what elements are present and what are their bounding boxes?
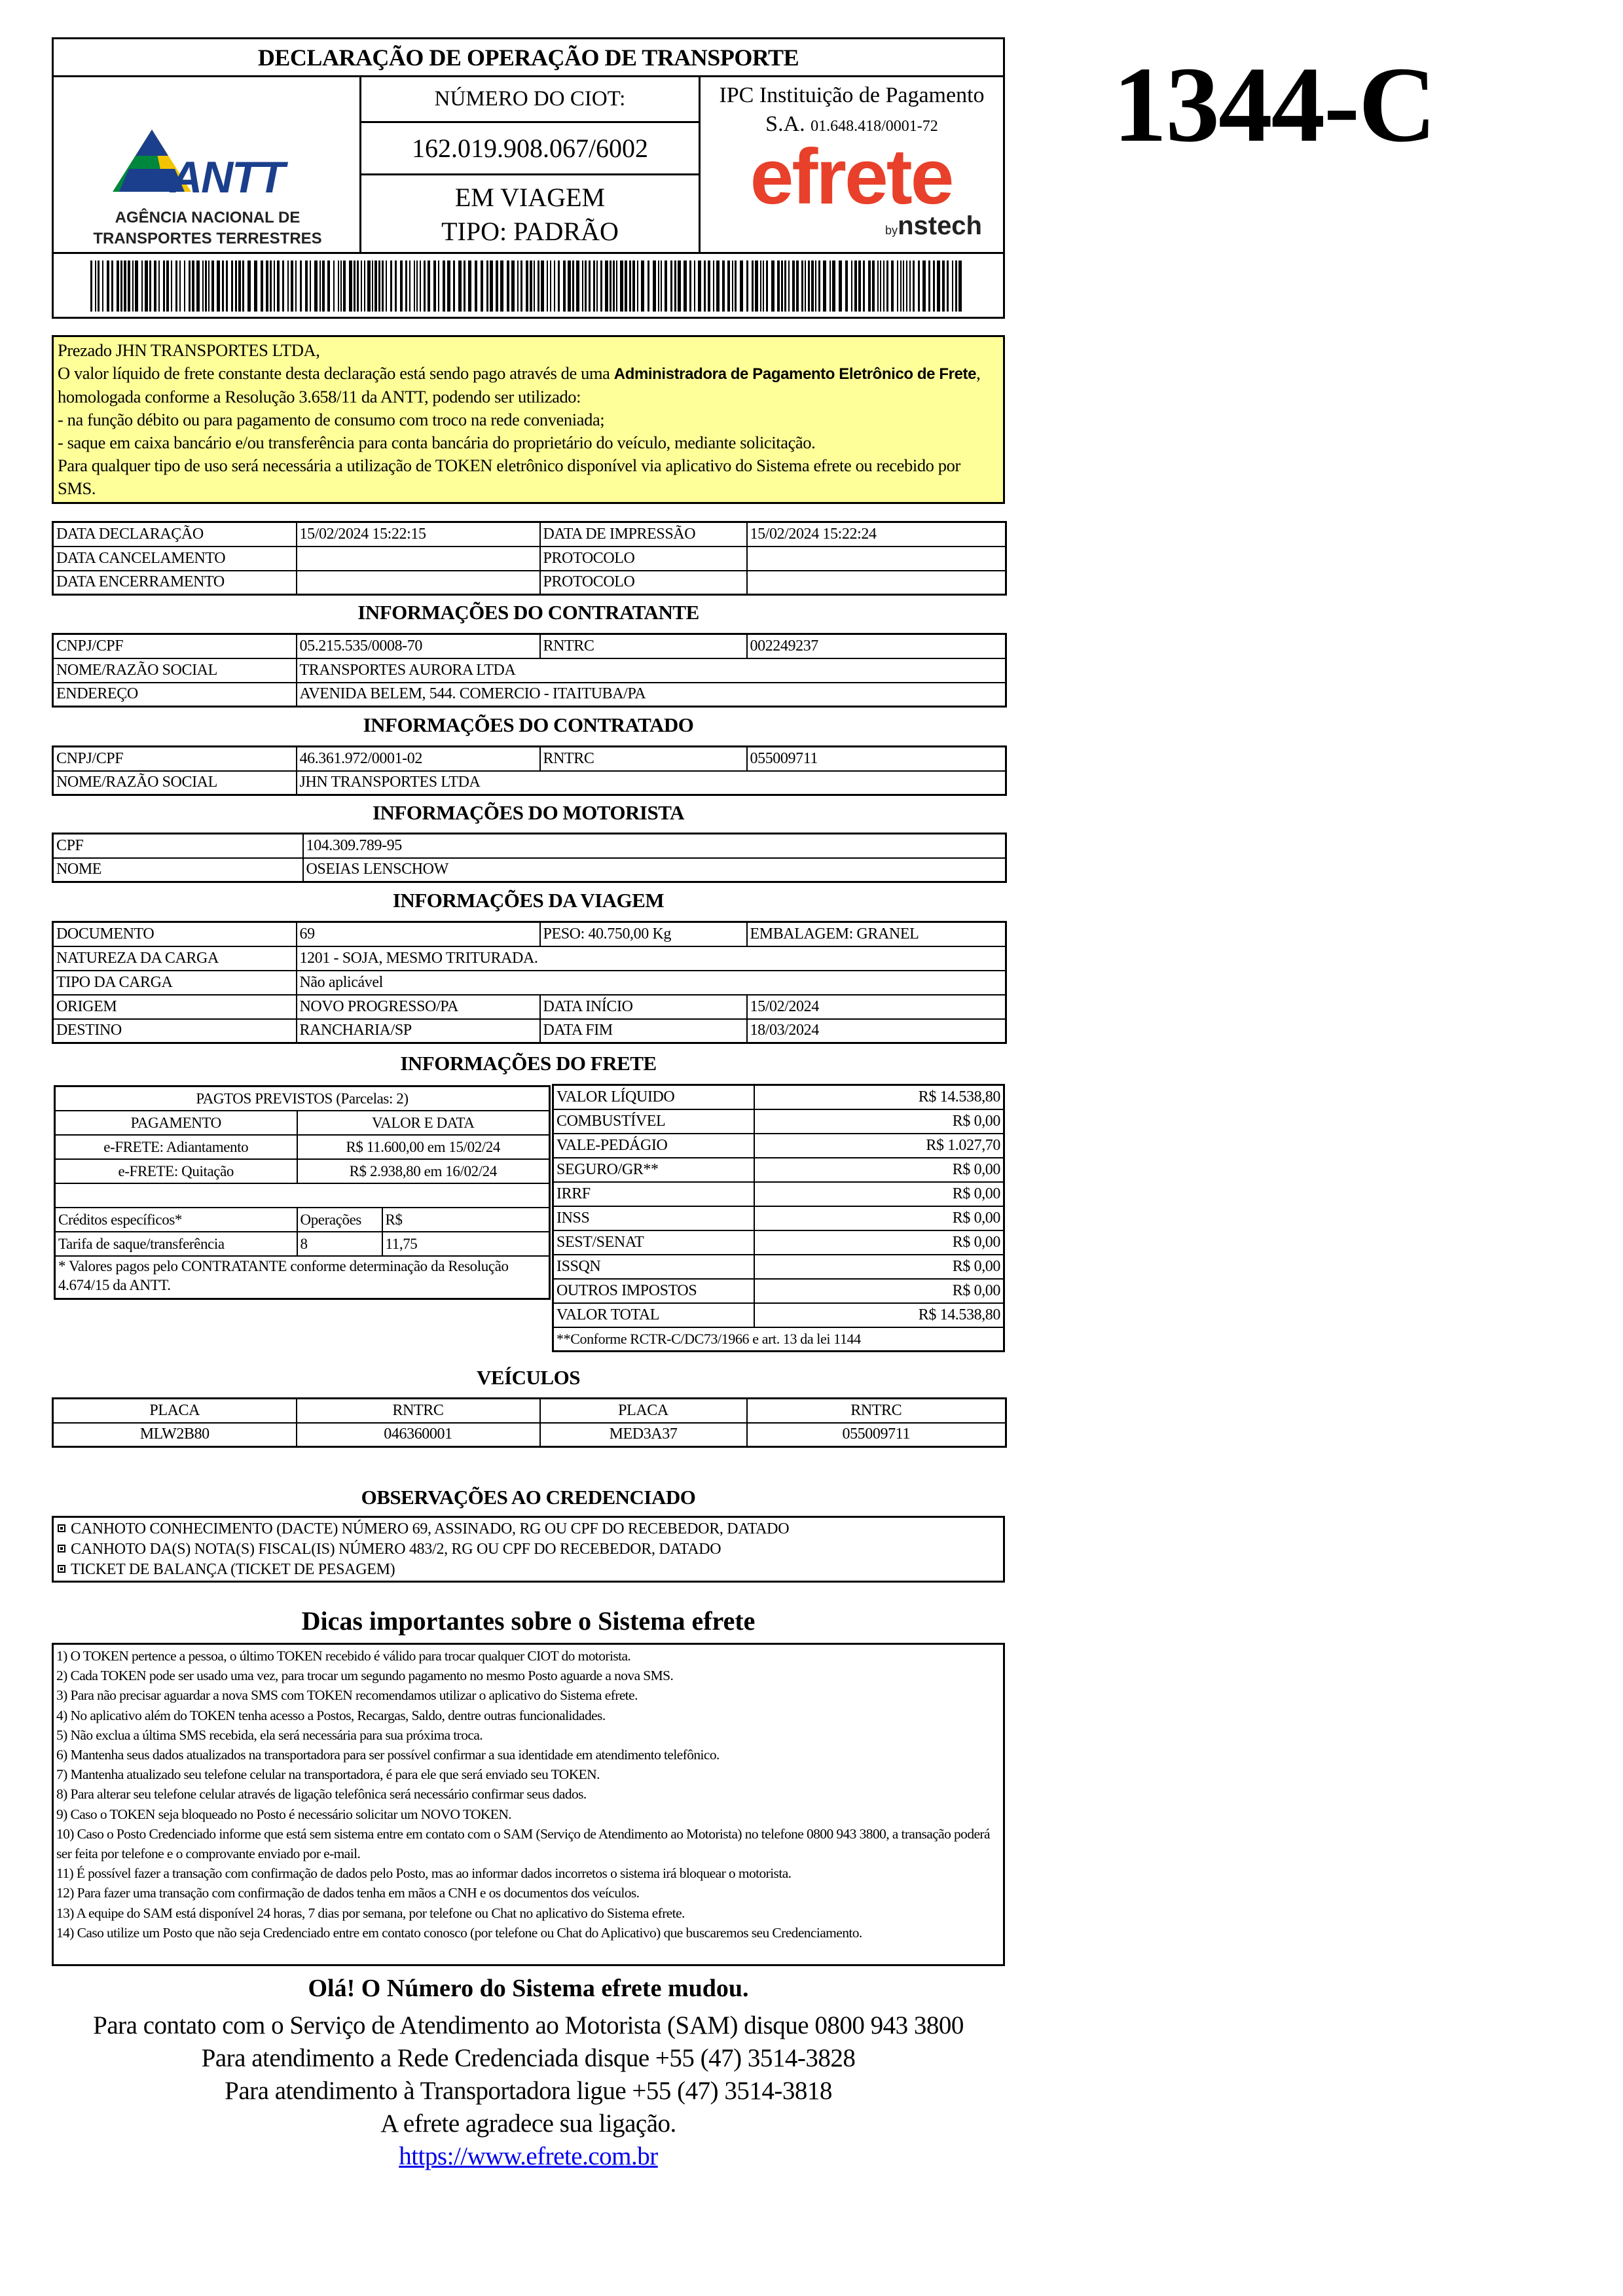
list-item: 14) Caso utilize um Posto que não seja Credenciado entre em contato conosco (por telefone ou Chat do Aplicativo) que buscaremos seu Credenciamento. — [56, 1924, 862, 1941]
table-row — [53, 1019, 1006, 1043]
table-row — [53, 571, 1006, 595]
barcode-row — [54, 252, 1003, 317]
ipc-cnpj: 01.648.418/0001-72 — [811, 118, 938, 135]
list-item: 3) Para não precisar aguardar a nova SMS com TOKEN recomendamos utilizar o aplicativo do Sistema efrete. — [56, 1687, 638, 1704]
table-row — [53, 1399, 1006, 1423]
table-row — [53, 971, 1006, 995]
contratado-title: INFORMAÇÕES DO CONTRATADO — [363, 713, 694, 736]
list-item: 1) O TOKEN pertence a pessoa, o último TOKEN recebido é válido para trocar qualquer CIOT do motorista. — [56, 1648, 631, 1664]
frete-value-label: VALOR TOTAL — [553, 1303, 754, 1327]
document-code: 1344-C — [1113, 45, 1436, 164]
frete-value-amount: R$ 0,00 — [754, 1255, 1004, 1279]
antt-logo-cell — [54, 77, 361, 252]
embalagem-value: EMBALAGEM: GRANEL — [747, 922, 1006, 946]
contratante-title: INFORMAÇÕES DO CONTRATANTE — [357, 601, 699, 624]
ipc-name: IPC Instituição de Pagamento — [719, 83, 985, 107]
parcela-tipo: e-FRETE: Adiantamento — [55, 1135, 297, 1159]
tarifa-label: Tarifa de saque/transferência — [55, 1232, 297, 1256]
frete-payments-table — [54, 1085, 551, 1300]
veiculos-table — [52, 1397, 1007, 1448]
table-row — [53, 995, 1006, 1019]
status-text: EM VIAGEM — [454, 183, 606, 212]
table-row — [53, 834, 1006, 858]
table-row — [53, 658, 1006, 683]
destino-label: DESTINO — [53, 1019, 297, 1043]
list-item: 6) Mantenha seus dados atualizados na transportadora para ser possível confirmar a sua identidade em atendimento telefônico. — [56, 1747, 720, 1763]
viagem-table — [52, 921, 1007, 1044]
pagtos-previstos: PAGTOS PREVISTOS (Parcelas: 2) — [55, 1086, 550, 1111]
parcela-tipo: e-FRETE: Quitação — [55, 1159, 297, 1183]
ipc-sa: S.A. — [765, 112, 805, 136]
table-row — [553, 1085, 1004, 1109]
antt-wordmark: ANTT — [170, 152, 284, 202]
notice-greeting: Prezado JHN TRANSPORTES LTDA, — [58, 340, 320, 360]
document-title: DECLARAÇÃO DE OPERAÇÃO DE TRANSPORTE — [54, 39, 1003, 77]
placa-header: PLACA — [540, 1399, 747, 1423]
data-encerramento-label: DATA ENCERRAMENTO — [53, 571, 297, 595]
list-item — [58, 1519, 999, 1539]
nstech-logo — [851, 211, 982, 245]
frete-value-label: SEGURO/GR** — [553, 1158, 754, 1182]
viagem-title: INFORMAÇÕES DA VIAGEM — [392, 889, 665, 912]
rntrc-header: RNTRC — [747, 1399, 1006, 1423]
declaration-header — [52, 37, 1005, 319]
table-row — [553, 1182, 1004, 1206]
table-row — [53, 547, 1006, 571]
documento-value: 69 — [297, 922, 540, 946]
table-row — [55, 1086, 550, 1111]
frete-value-amount: R$ 1.027,70 — [754, 1134, 1004, 1158]
table-row — [553, 1279, 1004, 1303]
checkbox-bullet-icon — [58, 1545, 65, 1552]
table-row — [55, 1135, 550, 1159]
data-cancelamento-value — [297, 547, 540, 571]
data-impressao-label: DATA DE IMPRESSÃO — [540, 522, 747, 547]
table-row — [55, 1256, 550, 1299]
agency-name-line2: TRANSPORTES TERRESTRES — [93, 230, 322, 247]
nome-label: NOME — [53, 858, 303, 882]
protocolo-value — [747, 547, 1006, 571]
nstech-by: by — [885, 224, 898, 237]
table-row — [53, 771, 1006, 795]
placa-value: MLW2B80 — [53, 1423, 297, 1447]
protocolo-label: PROTOCOLO — [540, 571, 747, 595]
cnpj-value: 05.215.535/0008-70 — [297, 634, 540, 658]
list-item: 12) Para fazer uma transação com confirmação de dados tenha em mãos a CNH e os documentos dos veículos. — [56, 1885, 640, 1901]
payment-notice — [52, 335, 1005, 504]
frete-value-label: ISSQN — [553, 1255, 754, 1279]
rs-label: R$ — [382, 1208, 550, 1232]
data-cancelamento-label: DATA CANCELAMENTO — [53, 547, 297, 571]
motorista-title: INFORMAÇÕES DO MOTORISTA — [372, 801, 684, 824]
list-item: 10) Caso o Posto Credenciado informe que está sem sistema entre em contato com o SAM (Serviço de Atendimento ao Motorista) no telefone 0800 943 3800, a transação poderá ser feita por telefone e o comprovante enviado por e-mail. — [56, 1825, 990, 1862]
ciot-number: 162.019.908.067/6002 — [361, 123, 699, 175]
notice-body-bold: Administradora de Pagamento Eletrônico de Frete — [613, 365, 977, 383]
protocolo-label: PROTOCOLO — [540, 547, 747, 571]
placa-header: PLACA — [53, 1399, 297, 1423]
frete-value-label: INSS — [553, 1206, 754, 1230]
rntrc-label: RNTRC — [540, 634, 747, 658]
frete-value-label: SEST/SENAT — [553, 1230, 754, 1255]
table-row — [53, 858, 1006, 882]
ipc-info — [701, 81, 1003, 141]
rntrc-value: 055009711 — [747, 1423, 1006, 1447]
table-row — [53, 683, 1006, 707]
frete-value-amount: R$ 14.538,80 — [754, 1085, 1004, 1109]
origem-value: NOVO PROGRESSO/PA — [297, 995, 540, 1019]
rntrc-label: RNTRC — [540, 747, 747, 771]
nome-label: NOME/RAZÃO SOCIAL — [53, 658, 297, 683]
contact-info — [52, 2009, 1005, 2173]
notice-body-c: , homologada conforme a Resolução 3.658/11 da ANTT, podendo ser utilizado: — [58, 363, 981, 406]
data-inicio-value: 15/02/2024 — [747, 995, 1006, 1019]
table-row — [53, 946, 1006, 971]
observacoes-list — [52, 1516, 1005, 1583]
tipo-text: TIPO: PADRÃO — [441, 217, 619, 246]
tipo-carga-label: TIPO DA CARGA — [53, 971, 297, 995]
endereco-value: AVENIDA BELEM, 544. COMERCIO - ITAITUBA/PA — [297, 683, 1006, 707]
data-encerramento-value — [297, 571, 540, 595]
origem-label: ORIGEM — [53, 995, 297, 1019]
table-row — [553, 1303, 1004, 1327]
cnpj-value: 46.361.972/0001-02 — [297, 747, 540, 771]
frete-value-amount: R$ 0,00 — [754, 1230, 1004, 1255]
table-row — [553, 1158, 1004, 1182]
motorista-table — [52, 833, 1007, 883]
tipo-carga-value: Não aplicável — [297, 971, 1006, 995]
data-declaracao-label: DATA DECLARAÇÃO — [53, 522, 297, 547]
nome-value: JHN TRANSPORTES LTDA — [297, 771, 1006, 795]
table-row — [55, 1183, 550, 1208]
natureza-label: NATUREZA DA CARGA — [53, 946, 297, 971]
veiculos-title: VEÍCULOS — [477, 1366, 580, 1389]
frete-value-amount: R$ 0,00 — [754, 1279, 1004, 1303]
endereco-label: ENDEREÇO — [53, 683, 297, 707]
table-row — [553, 1109, 1004, 1134]
frete-value-amount: R$ 0,00 — [754, 1182, 1004, 1206]
frete-value-amount: R$ 0,00 — [754, 1206, 1004, 1230]
operacoes-label: Operações — [297, 1208, 382, 1232]
frete-nota2: **Conforme RCTR-C/DC73/1966 e art. 13 da lei 1144 — [553, 1327, 1004, 1352]
natureza-value: 1201 - SOJA, MESMO TRITURADA. — [297, 946, 1006, 971]
table-row — [55, 1232, 550, 1256]
peso-value: PESO: 40.750,00 Kg — [540, 922, 747, 946]
table-row — [55, 1159, 550, 1183]
list-item: 8) Para alterar seu telefone celular através de ligação telefônica será necessário confirmar seus dados. — [56, 1786, 587, 1803]
cnpj-label: CNPJ/CPF — [53, 634, 297, 658]
dates-table — [52, 521, 1007, 596]
frete-value-amount: R$ 14.538,80 — [754, 1303, 1004, 1327]
rntrc-header: RNTRC — [297, 1399, 540, 1423]
rntrc-value: 046360001 — [297, 1423, 540, 1447]
contratante-table — [52, 633, 1007, 708]
list-item: 11) É possível fazer a transação com confirmação de dados pelo Posto, mas ao informar dados incorretos o sistema irá bloquear o motorista. — [56, 1865, 792, 1882]
data-inicio-label: DATA INÍCIO — [540, 995, 747, 1019]
data-fim-label: DATA FIM — [540, 1019, 747, 1043]
placa-value: MED3A37 — [540, 1423, 747, 1447]
documento-label: DOCUMENTO — [53, 922, 297, 946]
checkbox-bullet-icon — [58, 1524, 65, 1532]
data-fim-value: 18/03/2024 — [747, 1019, 1006, 1043]
table-row — [53, 922, 1006, 946]
data-declaracao-value: 15/02/2024 15:22:15 — [297, 522, 540, 547]
ipc-cell — [701, 77, 1003, 252]
efrete-link[interactable]: https://www.efrete.com.br — [399, 2142, 658, 2170]
efrete-logo: efrete — [750, 133, 953, 221]
list-item: 2) Cada TOKEN pode ser usado uma vez, para trocar um segundo pagamento no mesmo Posto aguarde a nova SMS. — [56, 1668, 674, 1684]
creditos-label: Créditos específicos* — [55, 1208, 297, 1232]
contact-rede: Para atendimento a Rede Credenciada disque +55 (47) 3514-3828 — [201, 2044, 856, 2072]
protocolo-value — [747, 571, 1006, 595]
barcode-icon — [54, 254, 1003, 317]
rntrc-value: 055009711 — [747, 747, 1006, 771]
list-item — [58, 1560, 999, 1580]
checkbox-bullet-icon — [58, 1565, 65, 1573]
nome-value: OSEIAS LENSCHOW — [303, 858, 1006, 882]
valor-data-header: VALOR E DATA — [297, 1111, 550, 1135]
nome-label: NOME/RAZÃO SOCIAL — [53, 771, 297, 795]
table-row — [553, 1134, 1004, 1158]
frete-value-label: COMBUSTÍVEL — [553, 1109, 754, 1134]
frete-value-label: VALOR LÍQUIDO — [553, 1085, 754, 1109]
contact-sam: Para contato com o Serviço de Atendimento ao Motorista (SAM) disque 0800 943 3800 — [93, 2011, 964, 2039]
frete-value-amount: R$ 0,00 — [754, 1109, 1004, 1134]
table-row — [55, 1208, 550, 1232]
ciot-status — [361, 175, 699, 252]
table-row — [55, 1111, 550, 1135]
contact-transportadora: Para atendimento à Transportadora ligue +55 (47) 3514-3818 — [225, 2077, 832, 2105]
pagamento-header: PAGAMENTO — [55, 1111, 297, 1135]
table-row — [553, 1327, 1004, 1352]
table-row — [53, 522, 1006, 547]
parcela-valor: R$ 2.938,80 em 16/02/24 — [297, 1159, 550, 1183]
list-item: 7) Mantenha atualizado seu telefone celular na transportadora, é para ele que será enviado seu TOKEN. — [56, 1767, 600, 1783]
rntrc-value: 002249237 — [747, 634, 1006, 658]
table-row — [53, 1423, 1006, 1447]
frete-value-label: IRRF — [553, 1182, 754, 1206]
list-item: 13) A equipe do SAM está disponível 24 horas, 7 dias por semana, por telefone ou Chat no aplicativo do Sistema efrete. — [56, 1905, 685, 1921]
notice-item-saque: - saque em caixa bancário e/ou transferência para conta bancária do proprietário do veículo, mediante solicitação. — [58, 433, 816, 452]
contact-thanks: A efrete agradece sua ligação. — [380, 2109, 676, 2138]
list-item: 5) Não exclua a última SMS recebida, ela será necessária para sua próxima troca. — [56, 1727, 483, 1743]
data-impressao-value: 15/02/2024 15:22:24 — [747, 522, 1006, 547]
tarifa-valor: 11,75 — [382, 1232, 550, 1256]
frete-value-amount: R$ 0,00 — [754, 1158, 1004, 1182]
nome-value: TRANSPORTES AURORA LTDA — [297, 658, 1006, 683]
table-row — [553, 1206, 1004, 1230]
nstech-name: nstech — [898, 211, 982, 240]
dicas-title: Dicas importantes sobre o Sistema efrete — [301, 1606, 756, 1636]
observacao-text: CANHOTO DA(S) NOTA(S) FISCAL(IS) NÚMERO 483/2, RG OU CPF DO RECEBEDOR, DATADO — [71, 1541, 721, 1558]
table-row — [53, 634, 1006, 658]
tarifa-operacoes: 8 — [297, 1232, 382, 1256]
list-item — [58, 1539, 999, 1560]
cpf-label: CPF — [53, 834, 303, 858]
ciot-cell — [361, 77, 701, 252]
contratado-table — [52, 745, 1007, 796]
ciot-label: NÚMERO DO CIOT: — [361, 77, 699, 123]
notice-token-info: Para qualquer tipo de uso será necessária a utilização de TOKEN eletrônico disponível via aplicativo do Sistema efrete ou recebido por SMS. — [58, 456, 960, 498]
list-item: 9) Caso o TOKEN seja bloqueado no Posto é necessário solicitar um NOVO TOKEN. — [56, 1806, 512, 1822]
frete-value-label: OUTROS IMPOSTOS — [553, 1279, 754, 1303]
notice-body-a: O valor líquido de frete constante desta declaração está sendo pago através de uma — [58, 363, 614, 383]
observacoes-title: OBSERVAÇÕES AO CREDENCIADO — [361, 1486, 696, 1509]
notice-item-debit: - na função débito ou para pagamento de consumo com troco na rede conveniada; — [58, 410, 605, 429]
cnpj-label: CNPJ/CPF — [53, 747, 297, 771]
cpf-value: 104.309.789-95 — [303, 834, 1006, 858]
empty-row — [55, 1183, 550, 1208]
table-row — [553, 1230, 1004, 1255]
frete-value-label: VALE-PEDÁGIO — [553, 1134, 754, 1158]
destino-value: RANCHARIA/SP — [297, 1019, 540, 1043]
table-row — [553, 1255, 1004, 1279]
frete-values-table — [552, 1084, 1005, 1352]
observacao-text: TICKET DE BALANÇA (TICKET DE PESAGEM) — [71, 1561, 395, 1578]
agency-name-line1: AGÊNCIA NACIONAL DE — [115, 209, 301, 226]
notice-body — [58, 362, 999, 408]
table-row — [53, 747, 1006, 771]
frete-title: INFORMAÇÕES DO FRETE — [400, 1052, 657, 1075]
list-item: 4) No aplicativo além do TOKEN tenha acesso a Postos, Recargas, Saldo, dentre outras funcionalidades. — [56, 1707, 606, 1723]
frete-nota: * Valores pagos pelo CONTRATANTE conforme determinação da Resolução 4.674/15 da ANTT. — [55, 1256, 550, 1299]
dicas-list — [52, 1643, 1005, 1966]
observacao-text: CANHOTO CONHECIMENTO (DACTE) NÚMERO 69, ASSINADO, RG OU CPF DO RECEBEDOR, DATADO — [71, 1520, 790, 1537]
parcela-valor: R$ 11.600,00 em 15/02/24 — [297, 1135, 550, 1159]
ola-notice: Olá! O Número do Sistema efrete mudou. — [308, 1975, 749, 2002]
